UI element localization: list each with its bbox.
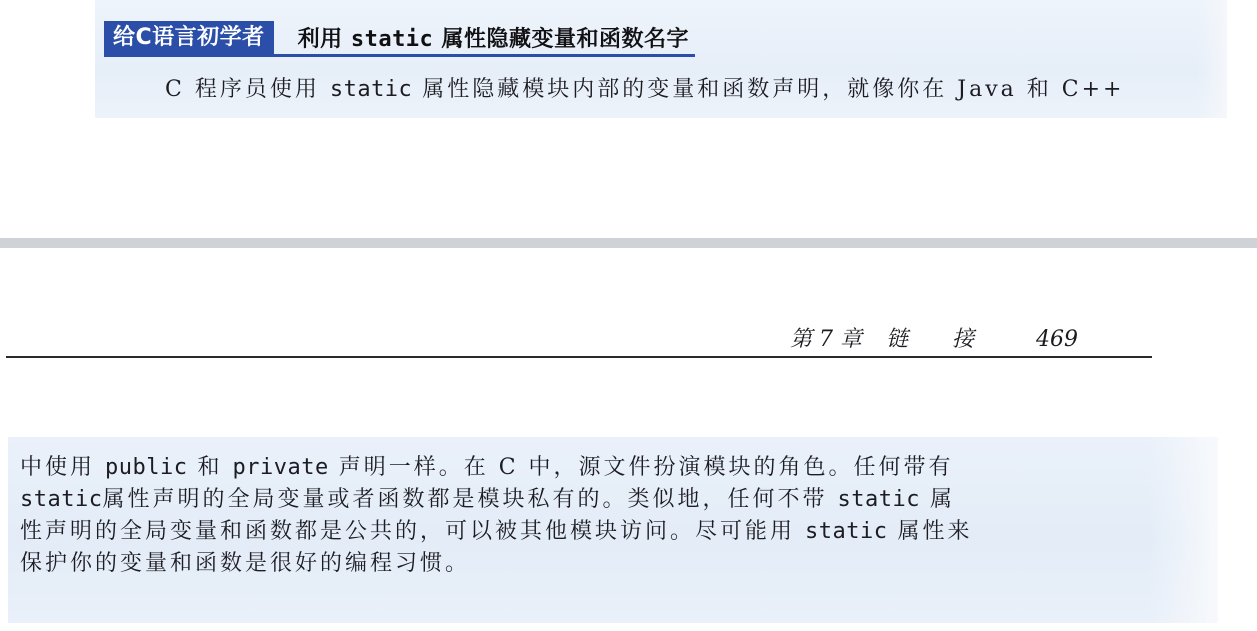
line1-text-b: 和 — [187, 455, 233, 480]
paragraph-line-2 — [20, 484, 1170, 516]
header-rule — [6, 356, 1152, 358]
paragraph-line-3 — [20, 516, 1170, 548]
line2-text-a: 属性声明的全局变量或者函数都是模块私有的。类似地，任何不带 — [102, 487, 838, 512]
line1-code-private: private — [232, 455, 329, 480]
body-paragraph — [20, 452, 1170, 580]
sidebar-title-code: static — [350, 27, 434, 52]
line3-code-static: static — [805, 519, 888, 544]
sidebar-header — [104, 21, 695, 57]
paragraph-line-4: 保护你的变量和函数是很好的编程习惯。 — [20, 551, 471, 576]
top-body-code: static — [329, 77, 413, 102]
sidebar-tag: 给C语言初学者 — [104, 21, 274, 54]
line3-text-b: 属性来 — [887, 519, 973, 544]
page-separator — [0, 238, 1257, 248]
running-header — [790, 322, 1078, 353]
line1-code-public: public — [105, 455, 188, 480]
chapter-label: 第 7 章 — [790, 327, 862, 352]
page-number: 469 — [1036, 327, 1078, 352]
top-body-part2: 属性隐藏模块内部的变量和函数声明，就像你在 Java 和 C++ — [412, 77, 1125, 102]
line1-text-c: 声明一样。在 C 中，源文件扮演模块的角色。任何带有 — [328, 455, 954, 480]
sidebar-title-suffix: 属性隐藏变量和函数名字 — [433, 27, 689, 52]
line2-text-b: 属 — [919, 487, 955, 512]
line2-code-static: static — [20, 487, 103, 512]
line1-text-a: 中使用 — [20, 455, 105, 480]
top-body-text — [165, 72, 1124, 103]
chapter-title-word2: 接 — [952, 327, 975, 352]
sidebar-title-prefix: 利用 — [297, 27, 351, 52]
sidebar-title — [274, 22, 695, 53]
line2-code-static-2: static — [837, 487, 920, 512]
top-body-part1: C 程序员使用 — [165, 77, 330, 102]
paragraph-line-1 — [20, 452, 1170, 484]
chapter-title-word1: 链 — [886, 327, 909, 352]
line3-text-a: 性声明的全局变量和函数都是公共的，可以被其他模块访问。尽可能用 — [20, 519, 805, 544]
